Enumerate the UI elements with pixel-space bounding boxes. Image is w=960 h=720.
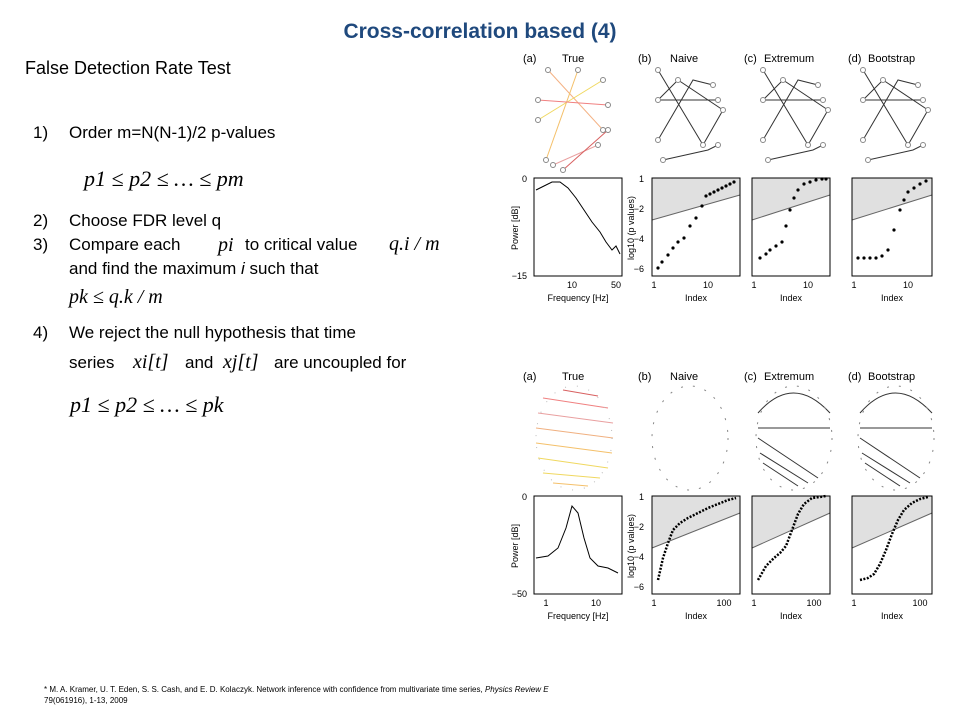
math-order-text: p1 ≤ p2 ≤ … ≤ pm	[84, 166, 244, 191]
step-4-number: 4)	[33, 323, 49, 342]
spectrum-top-ytick-1: −15	[511, 271, 527, 281]
fig-bot-label-d: (d)	[848, 371, 862, 383]
step-4-text-b: series	[69, 353, 115, 372]
pval-bot-ytick-0: 1	[638, 492, 644, 502]
pval-top-c-xlabel: Index	[779, 293, 803, 303]
pval-top-d-xtick-1: 10	[902, 280, 914, 290]
spectrum-panel-bottom	[510, 492, 622, 621]
pval-bot-d-xlabel: Index	[880, 611, 904, 621]
pval-panel-top-b	[626, 174, 740, 303]
fig-bot-label-true: True	[562, 371, 585, 383]
step-3-text-b: to critical value	[245, 235, 358, 254]
step-3-text-c-ital: i	[240, 259, 245, 278]
fig-top-label-b: (b)	[638, 53, 652, 65]
math-order	[84, 166, 244, 192]
math-final-text: p1 ≤ p2 ≤ … ≤ pk	[70, 392, 224, 417]
network-extremum-bottom	[756, 386, 832, 490]
pval-bot-d-xtick-0: 1	[851, 598, 857, 608]
step-2-number: 2)	[33, 211, 49, 230]
fig-top-label-c: (c)	[744, 53, 757, 65]
slide-title: Cross-correlation based (4)	[343, 20, 617, 43]
pval-top-ytick-1: −2	[633, 204, 644, 214]
pval-top-ytick-2: −4	[633, 234, 644, 244]
fig-top-label-naive: Naive	[670, 53, 699, 65]
pval-top-ylabel: log10 (p values)	[626, 195, 636, 261]
footnote-rest: 79(061916), 1-13, 2009	[44, 696, 128, 705]
fig-bot-label-b: (b)	[638, 371, 652, 383]
step-3-text-c-end: such that	[249, 259, 319, 278]
spectrum-top-xtick-1: 50	[610, 280, 622, 290]
fig-top-label-true: True	[562, 53, 585, 65]
network-extremum-top	[761, 68, 831, 163]
network-true-top	[536, 68, 611, 173]
slide-subtitle: False Detection Rate Test	[25, 58, 231, 78]
spectrum-bot-ylabel: Power [dB]	[510, 523, 520, 569]
spectrum-bot-ytick-0: 0	[521, 492, 527, 502]
pval-panel-top-d	[851, 178, 932, 303]
pval-bot-c-xlabel: Index	[779, 611, 803, 621]
step-1-number: 1)	[33, 123, 49, 142]
spectrum-top-xlabel: Frequency [Hz]	[547, 293, 609, 303]
pval-panel-bottom-c	[751, 496, 830, 621]
spectrum-bot-xlabel: Frequency [Hz]	[547, 611, 609, 621]
pval-bot-c-xtick-0: 1	[751, 598, 757, 608]
step-2-text: Choose FDR level q	[69, 211, 222, 230]
math-cond: pk ≤ q.k / m	[69, 286, 163, 308]
footnote-journal: Physics Review E	[484, 685, 549, 694]
fig-top-label-d: (d)	[848, 53, 862, 65]
fig-bot-label-c: (c)	[744, 371, 757, 383]
fig-top-label-extremum: Extremum	[764, 53, 815, 65]
footnote	[44, 684, 684, 706]
step-4-text-a: We reject the null hypothesis that time	[69, 323, 356, 342]
step-4-text-c: and	[185, 353, 214, 372]
pval-bot-b-xtick-1: 100	[716, 598, 732, 608]
math-xi: xi[t]	[133, 351, 169, 373]
pval-bot-ylabel: log10 (p values)	[626, 513, 636, 579]
fig-bot-label-extremum: Extremum	[764, 371, 815, 383]
pval-top-c-xtick-1: 10	[802, 280, 814, 290]
footnote-marker: *	[44, 685, 48, 694]
pval-bot-b-xlabel: Index	[684, 611, 708, 621]
pval-top-c-xtick-0: 1	[751, 280, 757, 290]
network-true-bottom	[536, 386, 613, 490]
pval-bot-b-xtick-0: 1	[651, 598, 657, 608]
step-1-text: Order m=N(N-1)/2 p-values	[69, 123, 276, 142]
pval-top-b-xtick-1: 10	[702, 280, 714, 290]
figure-top	[508, 50, 948, 310]
step-3-text-a: Compare each	[69, 235, 181, 254]
step-3-number: 3)	[33, 235, 49, 254]
pval-top-d-xtick-0: 1	[851, 280, 857, 290]
pval-bot-ytick-2: −4	[633, 552, 644, 562]
pval-top-ytick-0: 1	[638, 174, 644, 184]
spectrum-top-xtick-0: 10	[566, 280, 578, 290]
spectrum-bot-ytick-1: −50	[511, 589, 527, 599]
spectrum-bot-xtick-0: 1	[543, 598, 549, 608]
network-bootstrap-top	[861, 68, 931, 163]
pval-panel-bottom-b	[626, 492, 740, 621]
pval-bot-c-xtick-1: 100	[806, 598, 822, 608]
fig-top-label-bootstrap: Bootstrap	[868, 53, 916, 65]
pval-top-b-xtick-0: 1	[651, 280, 657, 290]
spectrum-top-ytick-0: 0	[521, 174, 527, 184]
pval-bot-ytick-3: −6	[633, 582, 644, 592]
spectrum-bot-xtick-1: 10	[590, 598, 602, 608]
footnote-text: M. A. Kramer, U. T. Eden, S. S. Cash, and E. D. Kolaczyk. Network inference with confidence from multivariate time series,	[49, 685, 483, 694]
fig-bot-label-naive: Naive	[670, 371, 699, 383]
math-final	[70, 392, 224, 418]
pval-panel-bottom-d	[851, 496, 932, 621]
spectrum-panel-top	[510, 174, 622, 303]
fig-bot-label-a: (a)	[523, 371, 537, 383]
network-naive-bottom	[652, 386, 728, 490]
math-xj: xj[t]	[223, 351, 259, 373]
math-pi: pi	[218, 234, 234, 256]
network-naive-top	[656, 68, 726, 163]
network-bootstrap-bottom	[858, 386, 934, 490]
spectrum-top-ylabel: Power [dB]	[510, 205, 520, 251]
pval-top-ytick-3: −6	[633, 264, 644, 274]
step-3-text-c: and find the maximum	[69, 259, 237, 278]
pval-top-b-xlabel: Index	[684, 293, 708, 303]
pval-bot-ytick-1: −2	[633, 522, 644, 532]
fig-top-label-a: (a)	[523, 53, 537, 65]
math-crit: q.i / m	[389, 233, 440, 255]
figure-bottom	[508, 368, 948, 630]
pval-top-d-xlabel: Index	[880, 293, 904, 303]
step-4-text-d: are uncoupled for	[274, 353, 407, 372]
fig-bot-label-bootstrap: Bootstrap	[868, 371, 916, 383]
pval-panel-top-c	[751, 177, 830, 303]
pval-bot-d-xtick-1: 100	[912, 598, 928, 608]
